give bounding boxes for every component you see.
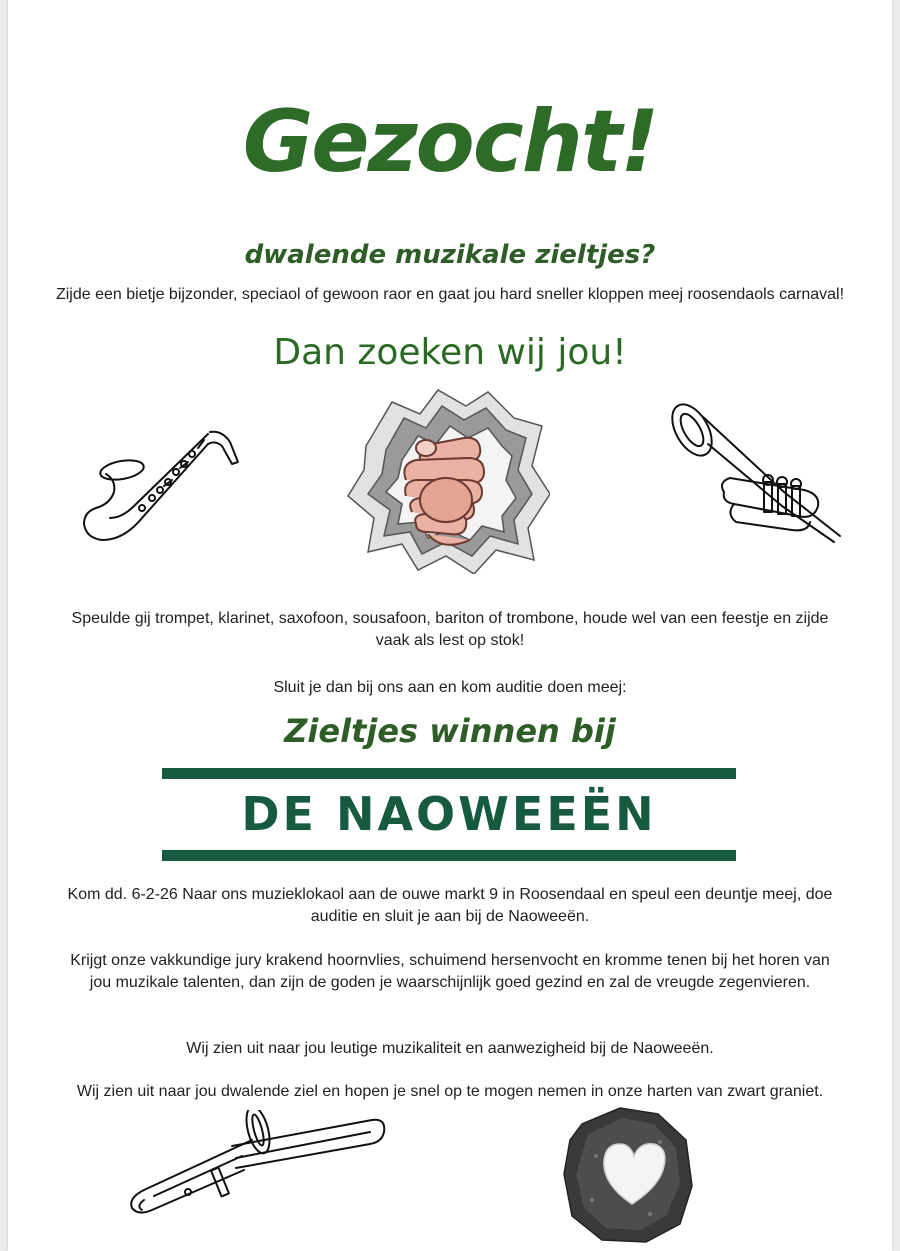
instruments-paragraph: Speulde gij trompet, klarinet, saxofoon, sousafoon, bariton of trombone, houde wel van een feestje en zijde vaak als lest op stok! bbox=[71, 610, 829, 649]
banner-heading: Zieltjes winnen bij bbox=[284, 712, 616, 750]
jury-paragraph: Krijgt onze vakkundige jury krakend hoornvlies, schuimend hersenvocht en kromme tenen bij het horen van jou muzikale talenten, dan zijn de goden je waarschijnlijk goed gezind en zal de vreugde zegenvieren. bbox=[70, 952, 830, 991]
poster-subtitle: dwalende muzikale zieltjes? bbox=[244, 240, 656, 270]
closing-paragraph-1: Wij zien uit naar jou leutige muzikaliteit en aanwezigheid bij de Naoweeën. bbox=[186, 1040, 714, 1057]
intro-paragraph: Zijde een bietje bijzonder, speciaol of gewoon raor en gaat jou hard sneller kloppen meej roosendaols carnaval! bbox=[55, 286, 845, 303]
logo-bottom-bar bbox=[162, 850, 736, 861]
closing-paragraph-2: Wij zien uit naar jou dwalende ziel en hopen je snel op te mogen nemen in onze harten van zwart graniet. bbox=[76, 1083, 824, 1100]
logo-text: DE NAOWEEËN bbox=[241, 787, 657, 841]
poster-title: Gezocht! bbox=[242, 92, 658, 192]
de-naoweeen-logo bbox=[162, 768, 736, 861]
audition-paragraph: Kom dd. 6-2-26 Naar ons muzieklokaol aan de ouwe markt 9 in Roosendaal en speul een deuntje meej, doe auditie en sluit je aan bij de Naoweeën. bbox=[67, 886, 833, 925]
trumpet-icon bbox=[664, 396, 846, 544]
saxophone-icon bbox=[80, 422, 240, 548]
trombone-icon bbox=[124, 1110, 386, 1220]
granite-heart-icon bbox=[562, 1104, 694, 1244]
pointing-hand-icon bbox=[346, 384, 550, 574]
logo-top-bar bbox=[162, 768, 736, 779]
join-line: Sluit je dan bij ons aan en kom auditie doen meej: bbox=[273, 679, 627, 696]
callout-heading: Dan zoeken wij jou! bbox=[273, 332, 627, 373]
